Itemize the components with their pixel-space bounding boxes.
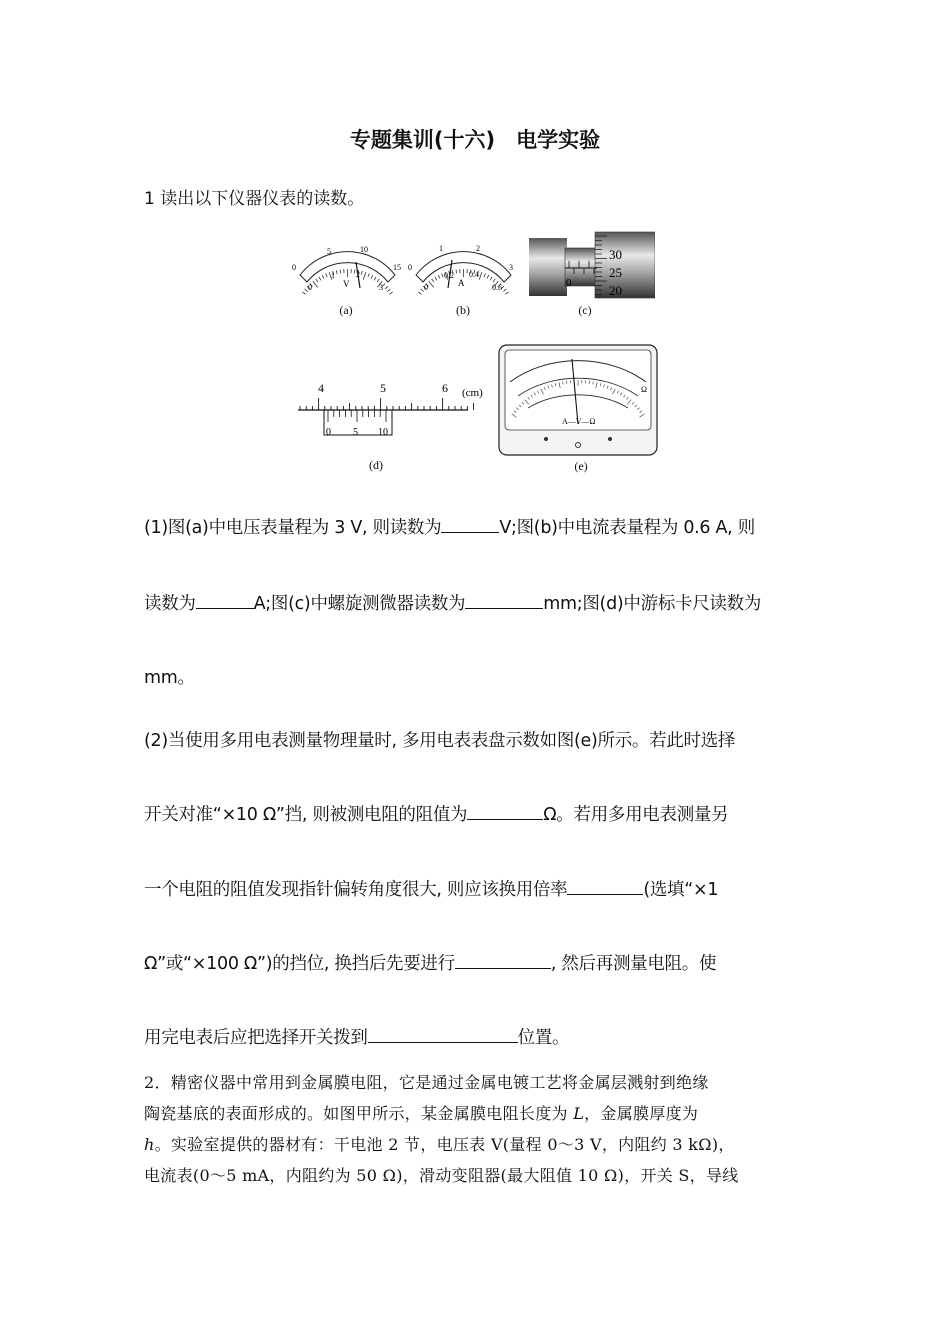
tick-mark [429, 281, 434, 287]
tick-mark [368, 273, 370, 277]
q2-line1: 2．精密仪器中常用到金属膜电阻，它是通过金属电镀工艺将金属层溅射到绝缘 [144, 1073, 709, 1092]
scale-label: 0 [292, 263, 296, 272]
scale-label: 3 [379, 283, 383, 292]
scale-label: 2 [476, 244, 480, 253]
tick-mark [313, 281, 318, 287]
thimble-label: 25 [609, 265, 622, 280]
tick-mark [326, 273, 328, 277]
tick-mark [371, 275, 373, 279]
thimble-label: 30 [609, 247, 622, 262]
tick-mark [319, 277, 321, 280]
question-1-heading: 1 读出以下仪器仪表的读数。 [144, 189, 365, 209]
scale-label: 5 [327, 247, 331, 256]
tick-mark [503, 289, 506, 292]
figure-e-multimeter [498, 344, 658, 456]
main-scale-label: 4 [318, 381, 324, 395]
tick-mark [487, 275, 489, 279]
figure-b-caption: (b) [456, 303, 470, 317]
tick-mark [490, 277, 492, 280]
figure-a-voltmeter [290, 240, 405, 295]
tick-mark [322, 275, 324, 279]
unit-label: A [458, 278, 465, 288]
q1-part2-line4: Ω”或“×100 Ω”)的挡位, 换挡后先要进行 , 然后再测量电阻。使 [144, 954, 717, 974]
q2-line4: 电流表(0～5 mA，内阻约为 50 Ω)，滑动变阻器(最大阻值 10 Ω)，开关 S，导线 [144, 1166, 739, 1185]
page-title: 专题集训(十六) 电学实验 [349, 128, 601, 152]
figure-b-ammeter [406, 240, 521, 295]
scale-label: 1 [439, 244, 443, 253]
tick-mark [361, 271, 362, 275]
scale-label: 2 [356, 270, 360, 279]
var-L: L [573, 1104, 585, 1123]
vernier-label: 5 [353, 427, 358, 438]
figure-a-caption: (a) [339, 303, 353, 317]
scale-label: 0.6 [492, 283, 502, 292]
q1-part2-line1: (2)当使用多用电表测量物理量时, 多用电表表盘示数如图(e)所示。若此时选择 [144, 731, 736, 751]
tick-mark [316, 279, 318, 282]
var-h: h [144, 1135, 155, 1154]
figure-c-caption: (c) [578, 303, 592, 317]
thimble-label: 20 [609, 283, 622, 298]
q1-part1-line1: (1)图(a)中电压表量程为 3 V, 则读数为 V;图(b)中电流表量程为 0.6 A, 则 [144, 518, 755, 538]
tick-mark [505, 292, 508, 294]
question-2 [144, 1067, 808, 1191]
tick-mark [302, 292, 305, 294]
answer-blank[interactable] [441, 516, 499, 533]
tick-mark [479, 272, 482, 280]
q2-line2: 陶瓷基底的表面形成的。如图甲所示，某金属膜电阻长度为 L，金属膜厚度为 [144, 1104, 699, 1123]
scale-label: 0 [424, 283, 428, 292]
tick-mark [336, 270, 337, 274]
answer-blank[interactable] [455, 952, 551, 969]
q2-line3: h。实验室提供的器材有：干电池 2 节，电压表 V(量程 0～3 V，内阻约 3 kΩ)， [144, 1135, 735, 1154]
unit-label: V [343, 279, 350, 289]
scale-label: 3 [509, 263, 513, 272]
main-scale-label: 5 [380, 381, 386, 395]
q1-part1-line2: 读数为 A;图(c)中螺旋测微器读数为 mm;图(d)中游标卡尺读数为 [144, 594, 762, 614]
q1-part2-line5: 用完电表后应把选择开关拨到 位置。 [144, 1028, 570, 1048]
ohm-symbol: Ω [641, 385, 647, 394]
tick-mark [354, 270, 355, 274]
vernier-label: 10 [378, 427, 388, 438]
figure-e-caption: (e) [574, 459, 588, 473]
answer-blank[interactable] [368, 1026, 518, 1043]
answer-blank[interactable] [467, 803, 543, 820]
tick-mark [374, 277, 376, 280]
scale-label: 1 [331, 271, 335, 280]
tick-mark [418, 292, 421, 294]
tick-mark [340, 270, 341, 274]
scale-label: 15 [393, 263, 401, 272]
figure-d-caption: (d) [369, 458, 383, 472]
scale-label: 10 [360, 245, 368, 254]
answer-blank[interactable] [567, 878, 643, 895]
answer-blank[interactable] [196, 592, 254, 609]
tick-mark [456, 270, 457, 274]
figure-d-vernier-caliper [296, 378, 491, 440]
tick-mark [387, 289, 390, 292]
sleeve-zero: 0 [566, 277, 572, 289]
answer-blank[interactable] [465, 592, 543, 609]
tick-mark [432, 279, 434, 282]
scale-label: 0.2 [444, 271, 454, 280]
tick-mark [438, 275, 440, 279]
main-scale-label: 6 [442, 381, 448, 395]
q1-part2-line2: 开关对准“×10 Ω”挡, 则被测电阻的阻值为 Ω。若用多用电表测量另 [144, 805, 729, 825]
tick-mark [385, 286, 388, 289]
q1-part2-line3: 一个电阻的阻值发现指针偏转角度很大, 则应该换用倍率 (选填“×1 [144, 880, 719, 900]
scale-label: 0 [308, 283, 312, 292]
tick-mark [484, 273, 486, 277]
tick-mark [363, 272, 366, 280]
q1-part1-line3: mm。 [144, 668, 195, 688]
unit-label: (cm) [462, 387, 483, 399]
tick-mark [442, 273, 444, 277]
figure-c-micrometer [529, 230, 655, 300]
tick-mark [389, 292, 392, 294]
tick-mark [493, 279, 495, 282]
tick-mark [377, 279, 379, 282]
tick-mark [435, 277, 437, 280]
scale-label: 0.4 [469, 270, 479, 279]
meter-label: A—V—Ω [562, 417, 596, 426]
vernier-label: 0 [326, 427, 331, 438]
scale-label: 0 [408, 263, 412, 272]
